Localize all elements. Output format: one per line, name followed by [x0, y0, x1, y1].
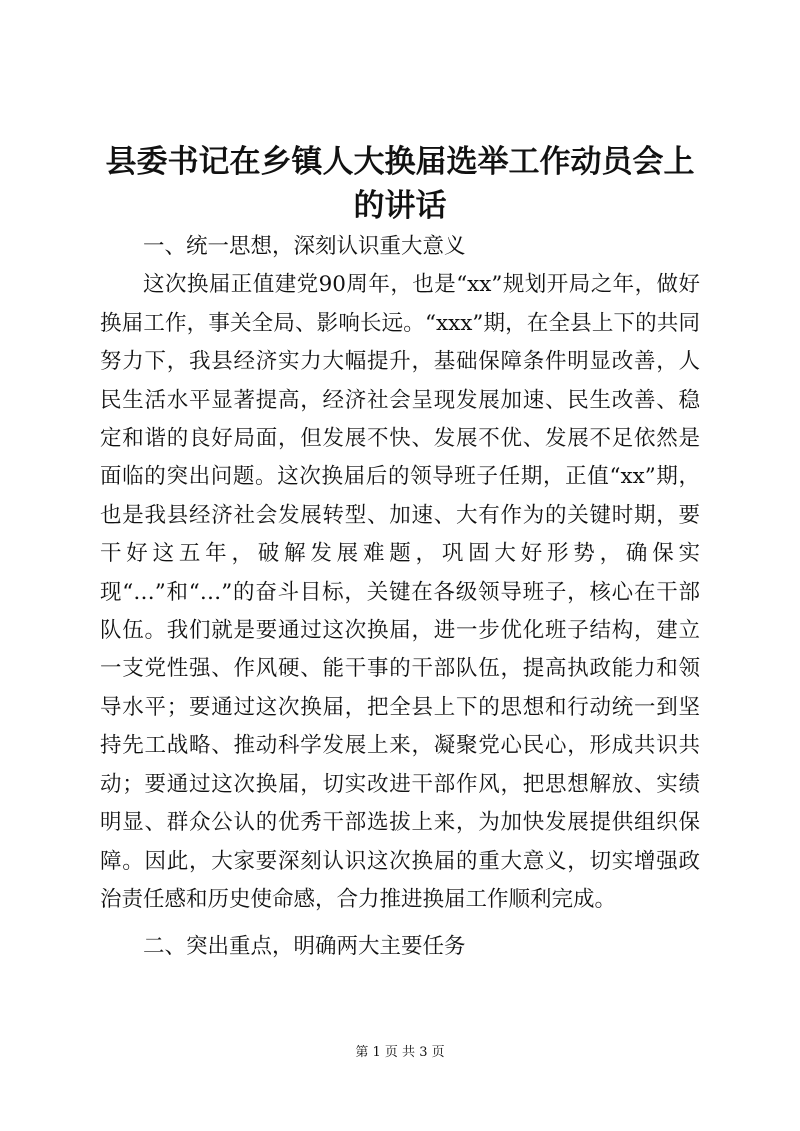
page-footer: 第 1 页 共 3 页: [355, 1045, 445, 1060]
section-1-paragraph: 这次换届正值建党90周年，也是“xx”规划开局之年，做好换届工作，事关全局、影响长远。“xxx”期，在全县上下的共同努力下，我县经济实力大幅提升，基础保障条件明显改善，人民生活水平显著提高，经济社会呈现发展加速、民生改善、稳定和谐的良好局面，但发展不快、发展不优、发展不足依然是面临的突出问题。这次换届后的领导班子任期，正值“xx”期，也是我县经济社会发展转型、加速、大有作为的关键时期，要干好这五年，破解发展难题，巩固大好形势，确保实现“…”和“…”的奋斗目标，关键在各级领导班子，核心在干部队伍。我们就是要通过这次换届，进一步优化班子结构，建立一支党性强、作风硬、能干事的干部队伍，提高执政能力和领导水平；要通过这次换届，把全县上下的思想和行动统一到坚持先工战略、推动科学发展上来，凝聚党心民心，形成共识共动；要通过这次换届，切实改进干部作风，把思想解放、实绩明显、群众公认的优秀干部选拔上来，为加快发展提供组织保障。因此，大家要深刻认识这次换届的重大意义，切实增强政治责任感和历史使命感，合力推进换届工作顺利完成。: [100, 272, 700, 912]
document-title: 县委书记在乡镇人大换届选举工作动员会上的讲话: [105, 144, 695, 224]
document-body: [100, 228, 700, 967]
section-1-heading: 一、统一思想，深刻认识重大意义: [143, 234, 466, 259]
section-2-heading: 二、突出重点，明确两大主要任务: [143, 934, 466, 960]
